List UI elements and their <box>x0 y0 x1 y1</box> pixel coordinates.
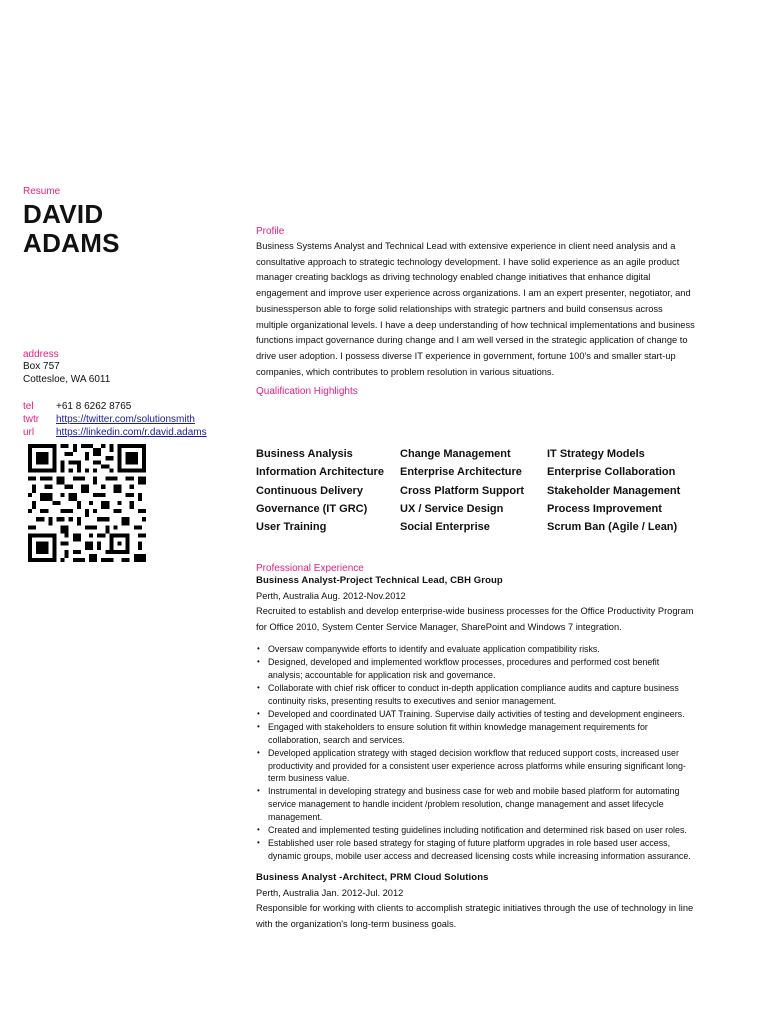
linkedin-link[interactable]: https://linkedin.com/r.david.adams <box>56 427 207 438</box>
job-location-dates: Perth, Australia Jan. 2012-Jul. 2012 <box>256 887 404 898</box>
skill-item: Information Architecture <box>256 466 384 479</box>
skill-item: Process Improvement <box>547 502 662 515</box>
skills-column-1 <box>256 445 384 536</box>
job-entry <box>256 871 696 932</box>
contact-row-tel <box>23 400 207 413</box>
skill-item: Governance (IT GRC) <box>256 502 368 515</box>
list-item: • Created and implemented testing guidelines including notification and determined risk based on user roles. <box>256 824 696 837</box>
contact-row-url <box>23 426 207 439</box>
profile-heading: Profile <box>256 226 285 237</box>
first-name: DAVID <box>23 199 104 229</box>
contact-key-tel: tel <box>23 401 34 412</box>
address-block <box>23 361 110 386</box>
qualifications-heading: Qualification Highlights <box>256 386 358 398</box>
skill-item: UX / Service Design <box>400 502 504 515</box>
skill-item: Continuous Delivery <box>256 484 363 497</box>
job-location-dates: Perth, Australia Aug. 2012-Nov.2012 <box>256 591 406 601</box>
contact-links <box>23 400 207 439</box>
phone-number: +61 8 6262 8765 <box>56 401 132 412</box>
address-line-2: Cottesloe, WA 6011 <box>23 373 111 385</box>
job-description: Recruited to establish and develop enterprise-wide business processes for the Office Productivity Program for Office 2010, System Center Service Manager, SharePoint and Windows 7 integration. <box>256 606 694 632</box>
job-title: Business Analyst -Architect, PRM Cloud Solutions <box>256 871 489 883</box>
skill-item: Cross Platform Support <box>400 484 525 497</box>
skill-item: Stakeholder Management <box>547 484 681 497</box>
job-title: Business Analyst-Project Technical Lead, CBH Group <box>256 575 503 586</box>
skill-item: Change Management <box>400 448 511 460</box>
contact-key-url: url <box>23 427 35 438</box>
skill-item: Enterprise Collaboration <box>547 466 676 479</box>
profile-summary: Business Systems Analyst and Technical Lead with extensive experience in client need analysis and a consultative approach to strategic technology development. I have solid experience as an agile product manager creating backlogs as driving technology enabled change initiatives that enhance digital engagement and improve user experience across organizations. I am an expert presenter, negotiator, and businessperson able to forge solid relationships with strategic partners and build consensus across multiple organizational levels. I have a deep understanding of how technical implementations and business functions impact governance during change and I am well versed in the strategic application of change to drive user adoption. I possess diverse IT experience in government, fortune 100's and smaller start-up companies, which contributes to problem resolution in various situations. <box>256 241 695 377</box>
skill-item: Scrum Ban (Agile / Lean) <box>547 521 678 534</box>
contact-row-twitter <box>23 413 207 426</box>
last-name: ADAMS <box>23 228 120 258</box>
address-label: address <box>23 349 59 360</box>
list-item: • Developed application strategy with staged decision workflow that reduced support costs, increased user productivity and provided for a consistent user experience across platforms while ensuring significant long-term business value. <box>256 747 696 786</box>
list-item: • Established user role based strategy for staging of future platform upgrades in role based user access, dynamic groups, mobile user access and decreased licensing costs while increasing information assurance. <box>256 837 696 863</box>
skills-column-3 <box>547 445 680 536</box>
skill-item: IT Strategy Models <box>547 448 645 460</box>
skill-item: Enterprise Architecture <box>400 466 522 479</box>
job-entry <box>256 574 696 863</box>
skill-item: Social Enterprise <box>400 521 490 534</box>
list-item: • Collaborate with chief risk officer to conduct in-depth application compliance audits and capture business continuity risks, presenting results to executives and senior management. <box>256 682 696 708</box>
candidate-name <box>23 200 120 258</box>
list-item: • Engaged with stakeholders to ensure solution fit within knowledge management requirements for collaboration, search and services. <box>256 721 696 747</box>
job-bullets <box>256 643 696 862</box>
job-description: Responsible for working with clients to accomplish strategic initiatives through the use of technology in line with the organization's long-term business goals. <box>256 902 694 929</box>
list-item: • Oversaw companywide efforts to identify and evaluate application compatibility risks. <box>256 643 696 656</box>
profile-section <box>256 226 696 397</box>
list-item: • Designed, developed and implemented workflow processes, procedures and performed cost benefit analysis; accountable for application risk and governance. <box>256 656 696 682</box>
twitter-link[interactable]: https://twitter.com/solutionsmith <box>56 414 195 425</box>
experience-section <box>256 563 696 932</box>
experience-heading: Professional Experience <box>256 563 364 574</box>
qr-code-icon <box>28 444 146 562</box>
list-item: • Developed and coordinated UAT Training. Supervise daily activities of testing and development engineers. <box>256 708 696 721</box>
skill-item: User Training <box>256 521 327 534</box>
address-line-1: Box 757 <box>23 361 60 372</box>
contact-key-twitter: twtr <box>23 414 40 425</box>
skill-item: Business Analysis <box>256 448 353 460</box>
resume-label: Resume <box>23 186 61 197</box>
list-item: • Instrumental in developing strategy and business case for web and mobile based platform for automating service management to handle incident /problem resolution, change management and asset lifecycle management. <box>256 785 696 824</box>
skills-column-2 <box>400 445 524 536</box>
